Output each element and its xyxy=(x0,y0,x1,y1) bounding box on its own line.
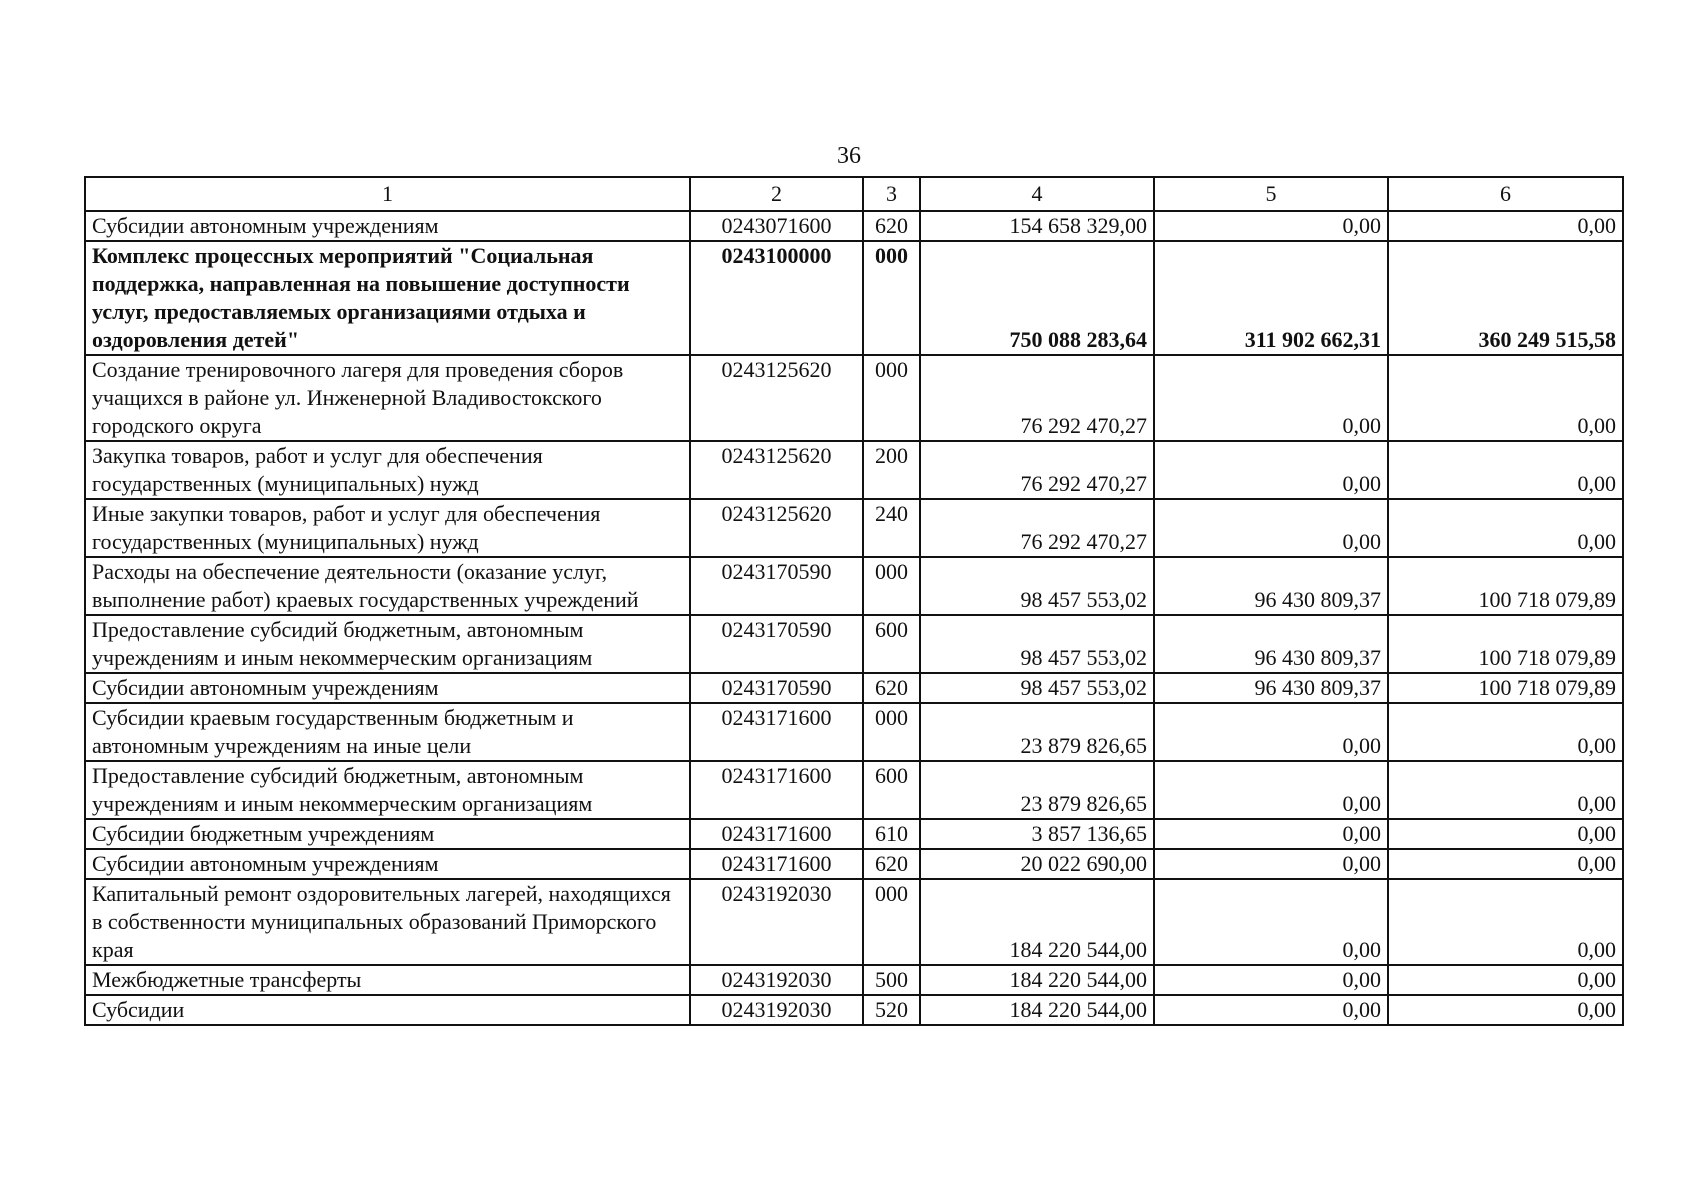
table-row xyxy=(85,761,1623,819)
row-code-cell: 0243125620 xyxy=(690,355,863,441)
row-amount-col5-cell: 311 902 662,31 xyxy=(1154,241,1388,355)
table-row xyxy=(85,355,1623,441)
row-expense-type-cell: 000 xyxy=(863,557,920,615)
row-expense-type-cell: 200 xyxy=(863,441,920,499)
table-header-row xyxy=(85,177,1623,211)
row-expense-type-cell: 000 xyxy=(863,879,920,965)
row-amount-col5-cell: 0,00 xyxy=(1154,965,1388,995)
row-name-cell: Межбюджетные трансферты xyxy=(85,965,690,995)
row-amount-col6-cell: 0,00 xyxy=(1388,879,1623,965)
row-amount-col5-cell: 0,00 xyxy=(1154,703,1388,761)
table-row xyxy=(85,211,1623,241)
row-expense-type-cell: 000 xyxy=(863,703,920,761)
table-row xyxy=(85,557,1623,615)
table-row xyxy=(85,879,1623,965)
row-name-cell: Предоставление субсидий бюджетным, автономным учреждениям и иным некоммерческим организациям xyxy=(85,761,690,819)
table-body xyxy=(85,211,1623,1025)
row-code-cell: 0243170590 xyxy=(690,673,863,703)
row-amount-col5-cell: 0,00 xyxy=(1154,995,1388,1025)
row-name-cell: Иные закупки товаров, работ и услуг для обеспечения государственных (муниципальных) нужд xyxy=(85,499,690,557)
header-col-3: 3 xyxy=(863,177,920,211)
row-amount-col4-cell: 20 022 690,00 xyxy=(920,849,1154,879)
table-row xyxy=(85,965,1623,995)
row-amount-col6-cell: 0,00 xyxy=(1388,761,1623,819)
row-amount-col4-cell: 23 879 826,65 xyxy=(920,703,1154,761)
row-expense-type-cell: 000 xyxy=(863,241,920,355)
row-amount-col5-cell: 96 430 809,37 xyxy=(1154,673,1388,703)
row-expense-type-cell: 500 xyxy=(863,965,920,995)
row-code-cell: 0243171600 xyxy=(690,819,863,849)
row-amount-col4-cell: 23 879 826,65 xyxy=(920,761,1154,819)
row-name-cell: Капитальный ремонт оздоровительных лагерей, находящихся в собственности муниципальных образований Приморского края xyxy=(85,879,690,965)
row-code-cell: 0243171600 xyxy=(690,849,863,879)
row-name-cell: Субсидии бюджетным учреждениям xyxy=(85,819,690,849)
row-amount-col5-cell: 96 430 809,37 xyxy=(1154,557,1388,615)
header-col-2: 2 xyxy=(690,177,863,211)
row-code-cell: 0243170590 xyxy=(690,557,863,615)
row-amount-col6-cell: 360 249 515,58 xyxy=(1388,241,1623,355)
row-code-cell: 0243171600 xyxy=(690,761,863,819)
row-amount-col5-cell: 0,00 xyxy=(1154,879,1388,965)
row-code-cell: 0243192030 xyxy=(690,879,863,965)
table-row xyxy=(85,441,1623,499)
row-expense-type-cell: 600 xyxy=(863,615,920,673)
row-amount-col6-cell: 0,00 xyxy=(1388,211,1623,241)
row-amount-col5-cell: 0,00 xyxy=(1154,355,1388,441)
row-amount-col6-cell: 100 718 079,89 xyxy=(1388,615,1623,673)
row-amount-col5-cell: 0,00 xyxy=(1154,849,1388,879)
row-name-cell: Расходы на обеспечение деятельности (оказание услуг, выполнение работ) краевых государственных учреждений xyxy=(85,557,690,615)
row-expense-type-cell: 600 xyxy=(863,761,920,819)
row-amount-col5-cell: 0,00 xyxy=(1154,761,1388,819)
row-amount-col5-cell: 96 430 809,37 xyxy=(1154,615,1388,673)
row-expense-type-cell: 610 xyxy=(863,819,920,849)
row-amount-col6-cell: 0,00 xyxy=(1388,441,1623,499)
row-code-cell: 0243125620 xyxy=(690,499,863,557)
header-col-1: 1 xyxy=(85,177,690,211)
row-name-cell: Создание тренировочного лагеря для проведения сборов учащихся в районе ул. Инженерной Владивостокского городского округа xyxy=(85,355,690,441)
row-amount-col4-cell: 3 857 136,65 xyxy=(920,819,1154,849)
row-amount-col5-cell: 0,00 xyxy=(1154,499,1388,557)
row-amount-col4-cell: 76 292 470,27 xyxy=(920,441,1154,499)
budget-table xyxy=(84,176,1624,1026)
row-code-cell: 0243100000 xyxy=(690,241,863,355)
row-amount-col6-cell: 0,00 xyxy=(1388,995,1623,1025)
row-expense-type-cell: 620 xyxy=(863,211,920,241)
row-amount-col4-cell: 154 658 329,00 xyxy=(920,211,1154,241)
row-code-cell: 0243192030 xyxy=(690,965,863,995)
row-name-cell: Закупка товаров, работ и услуг для обеспечения государственных (муниципальных) нужд xyxy=(85,441,690,499)
header-col-5: 5 xyxy=(1154,177,1388,211)
table-row xyxy=(85,499,1623,557)
row-code-cell: 0243192030 xyxy=(690,995,863,1025)
row-amount-col4-cell: 184 220 544,00 xyxy=(920,879,1154,965)
row-name-cell: Субсидии xyxy=(85,995,690,1025)
row-code-cell: 0243171600 xyxy=(690,703,863,761)
row-code-cell: 0243170590 xyxy=(690,615,863,673)
row-expense-type-cell: 520 xyxy=(863,995,920,1025)
row-amount-col4-cell: 98 457 553,02 xyxy=(920,557,1154,615)
row-code-cell: 0243125620 xyxy=(690,441,863,499)
row-code-cell: 0243071600 xyxy=(690,211,863,241)
row-amount-col4-cell: 184 220 544,00 xyxy=(920,965,1154,995)
table-row xyxy=(85,673,1623,703)
row-amount-col4-cell: 98 457 553,02 xyxy=(920,615,1154,673)
row-amount-col6-cell: 100 718 079,89 xyxy=(1388,557,1623,615)
row-amount-col6-cell: 0,00 xyxy=(1388,965,1623,995)
table-row xyxy=(85,995,1623,1025)
page-number: 36 xyxy=(837,143,861,169)
row-expense-type-cell: 240 xyxy=(863,499,920,557)
table-row xyxy=(85,819,1623,849)
row-amount-col6-cell: 0,00 xyxy=(1388,819,1623,849)
row-expense-type-cell: 620 xyxy=(863,673,920,703)
table-row xyxy=(85,615,1623,673)
row-amount-col5-cell: 0,00 xyxy=(1154,441,1388,499)
row-expense-type-cell: 000 xyxy=(863,355,920,441)
row-name-cell: Субсидии автономным учреждениям xyxy=(85,211,690,241)
row-amount-col4-cell: 750 088 283,64 xyxy=(920,241,1154,355)
row-name-cell: Предоставление субсидий бюджетным, автономным учреждениям и иным некоммерческим организациям xyxy=(85,615,690,673)
table-row xyxy=(85,849,1623,879)
row-amount-col6-cell: 0,00 xyxy=(1388,355,1623,441)
header-col-6: 6 xyxy=(1388,177,1623,211)
row-amount-col4-cell: 184 220 544,00 xyxy=(920,995,1154,1025)
table-row xyxy=(85,703,1623,761)
row-name-cell: Субсидии краевым государственным бюджетным и автономным учреждениям на иные цели xyxy=(85,703,690,761)
header-col-4: 4 xyxy=(920,177,1154,211)
row-expense-type-cell: 620 xyxy=(863,849,920,879)
row-name-cell: Субсидии автономным учреждениям xyxy=(85,673,690,703)
row-amount-col6-cell: 0,00 xyxy=(1388,703,1623,761)
row-amount-col4-cell: 98 457 553,02 xyxy=(920,673,1154,703)
table-row xyxy=(85,241,1623,355)
row-amount-col6-cell: 0,00 xyxy=(1388,849,1623,879)
row-amount-col5-cell: 0,00 xyxy=(1154,211,1388,241)
row-amount-col5-cell: 0,00 xyxy=(1154,819,1388,849)
row-amount-col6-cell: 0,00 xyxy=(1388,499,1623,557)
row-name-cell: Комплекс процессных мероприятий "Социальная поддержка, направленная на повышение доступности услуг, предоставляемых организациями отдыха и оздоровления детей" xyxy=(85,241,690,355)
row-amount-col6-cell: 100 718 079,89 xyxy=(1388,673,1623,703)
row-amount-col4-cell: 76 292 470,27 xyxy=(920,499,1154,557)
row-amount-col4-cell: 76 292 470,27 xyxy=(920,355,1154,441)
row-name-cell: Субсидии автономным учреждениям xyxy=(85,849,690,879)
